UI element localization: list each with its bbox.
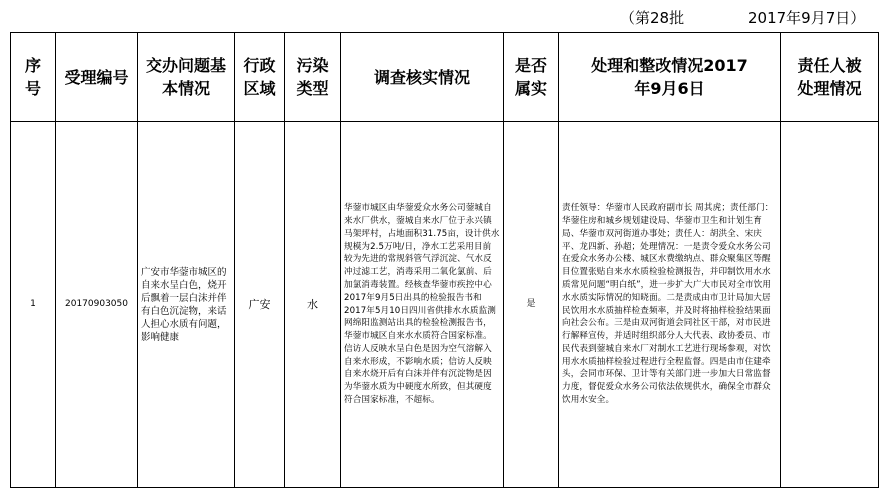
cell-pollution-type: 水 <box>285 122 341 488</box>
cell-rectification: 责任领导：华蓥市人民政府副市长 周其虎；责任部门：华蓥住房和城乡规划建设局、华蓥市卫生和计划生育局、华蓥市双河街道办事处；责任人：胡洪全、宋庆平、龙四新、孙超；处理情况：一是责令爱众水务公司在爱众水务办公楼、城区水费缴纳点、群众聚集区等醒目位置张贴自来水水质检验检测报告，并印制饮用水水质常见问题“明白纸”，进一步扩大广大市民对全市饮用水水质实际情况的知晓面。二是责成由市卫计局加大居民饮用水水质抽样检查频率，并及时将抽样检验结果面向社会公布。三是由双河街道会同社区干部，对市民进行解释宣传，并适时组织部分人大代表、政协委员、市民代表到蓥城自来水厂对制水工艺进行现场参观，对饮用水水质抽样检验过程进行全程监督。四是由市住建牵头，会同市环保、卫计等有关部门进一步加大日常监督力度，督促爱众水务公司依法依规供水，确保全市群众饮用水安全。 <box>559 122 781 488</box>
cell-region: 广安 <box>235 122 285 488</box>
cell-issue: 广安市华蓥市城区的自来水呈白色，烧开后飘着一层白沫并伴有白色沉淀物，来话人担心水质有问题，影响健康 <box>138 122 235 488</box>
header-accountability: 责任人被处理情况 <box>781 33 879 122</box>
header-issue: 交办问题基本情况 <box>138 33 235 122</box>
batch-date-line <box>620 8 880 28</box>
report-date: 2017年9月7日） <box>748 9 866 27</box>
header-verified: 是否属实 <box>504 33 559 122</box>
batch-number: （第28批 <box>620 9 685 27</box>
header-investigation: 调查核实情况 <box>341 33 504 122</box>
cell-seq: 1 <box>11 122 56 488</box>
header-region: 行政区域 <box>235 33 285 122</box>
header-rectification: 处理和整改情况2017年9月6日 <box>559 33 781 122</box>
header-accept-no: 受理编号 <box>56 33 138 122</box>
header-seq: 序号 <box>11 33 56 122</box>
header-row <box>11 33 879 122</box>
cell-verified: 是 <box>504 122 559 488</box>
complaint-table <box>10 32 879 488</box>
cell-accountability <box>781 122 879 488</box>
cell-accept-no: 20170903050 <box>56 122 138 488</box>
table-row <box>11 122 879 488</box>
cell-investigation: 华蓥市城区由华蓥爱众水务公司蓥城自来水厂供水，蓥城自来水厂位于永兴镇马架坪村，占地面积31.75亩，设计供水规模为2.5万吨/日，净水工艺采用目前较为先进的常规斜管气浮沉淀、气水反冲过滤工艺，消毒采用二氧化氯前、后加氯消毒装置。经核查华蓥市疾控中心2017年9月5日出具的检验报告书和2017年5月10日四川省供排水水质监测网绵阳监测站出具的检验检测报告书，华蓥市城区自来水水质符合国家标准。信访人反映水呈白色是因为空气溶解入自来水形成，不影响水质；信访人反映自来水烧开后有白沫并伴有沉淀物是因为华蓥水质为中硬度水所致，但其硬度符合国家标准，不超标。 <box>341 122 504 488</box>
header-pollution-type: 污染类型 <box>285 33 341 122</box>
